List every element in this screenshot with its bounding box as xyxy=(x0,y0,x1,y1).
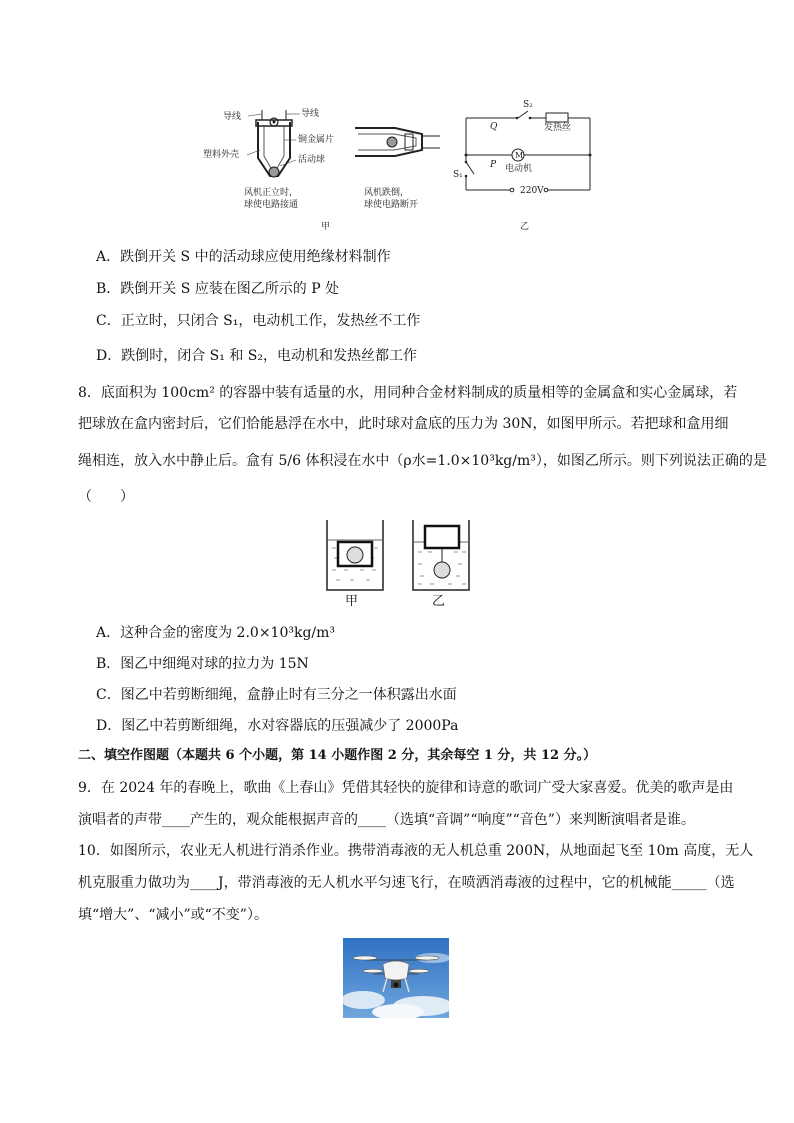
fig8-caption-yi: 乙 xyxy=(432,594,446,609)
label-p: P xyxy=(490,160,497,170)
drone-photo xyxy=(343,938,449,1018)
label-copper-sheet: 铜金属片 xyxy=(298,135,335,145)
q8-option-b: B．图乙中细绳对球的拉力为 15N xyxy=(96,656,309,672)
q8-option-d: D．图乙中若剪断细绳，水对容器底的压强减少了 2000Pa xyxy=(96,718,459,734)
q9-text-line-2: 演唱者的声带____产生的，观众能根据声音的____（选填“音调”“响度”“音色”）来判断演唱者是谁。 xyxy=(78,812,695,828)
q8-option-a: A．这种合金的密度为 2.0×10³kg/m³ xyxy=(96,625,336,641)
q7-option-d: D．跌倒时，闭合 S₁ 和 S₂，电动机和发热丝都工作 xyxy=(96,348,417,364)
caption-upright-1: 风机正立时， xyxy=(244,188,299,198)
label-heater: 发热丝 xyxy=(544,123,572,133)
label-voltage: 220V xyxy=(520,186,544,196)
label-s1: S₁ xyxy=(453,170,463,180)
caption-tilt-1: 风机跌倒， xyxy=(364,188,410,198)
q8-option-c: C．图乙中若剪断细绳，盒静止时有三分之一体积露出水面 xyxy=(96,687,457,703)
label-plastic-shell: 塑料外壳 xyxy=(203,150,240,160)
motor-symbol: M xyxy=(515,151,524,160)
q7-option-a: A．跌倒开关 S 中的活动球应使用绝缘材料制作 xyxy=(96,249,391,265)
q8-text-line-1: 8．底面积为 100cm² 的容器中装有适量的水，用同种合金材料制成的质量相等的金属盒和实心金属球，若 xyxy=(78,385,738,401)
q8-text-line-3: 绳相连，放入水中静止后。盒有 5/6 体积浸在水中（ρ水=1.0×10³kg/m³），如图乙所示。则下列说法正确的是 xyxy=(78,453,767,469)
label-q: Q xyxy=(490,122,498,132)
q8-text-line-2: 把球放在盒内密封后，它们恰能悬浮在水中，此时球对盒底的压力为 30N，如图甲所示。若把球和盒用细 xyxy=(78,416,729,432)
label-movable-ball: 活动球 xyxy=(298,155,326,165)
figure-caption-jia: 甲 xyxy=(321,222,331,232)
label-wire-left: 导线 xyxy=(223,112,242,122)
q8-text-line-4: （ ） xyxy=(78,489,134,505)
caption-tilt-2: 球使电路断开 xyxy=(364,200,419,210)
q10-text-line-2: 机克服重力做功为____J，带消毒液的无人机水平匀速飞行，在喷洒消毒液的过程中，它的机械能_____（选 xyxy=(78,875,735,891)
q7-option-c: C．正立时，只闭合 S₁，电动机工作，发热丝不工作 xyxy=(96,313,421,329)
q10-text-line-1: 10．如图所示，农业无人机进行消杀作业。携带消毒液的无人机总重 200N，从地面起飞至 10m 高度，无人 xyxy=(78,843,754,859)
section-2-heading: 二、填空作图题（本题共 6 个小题，第 14 小题作图 2 分，其余每空 1 分，共 12 分。） xyxy=(78,748,597,763)
label-s2: S₂ xyxy=(523,100,533,110)
q9-text-line-1: 9．在 2024 年的春晚上，歌曲《上春山》凭借其轻快的旋律和诗意的歌词广受大家喜爱。优美的歌声是由 xyxy=(78,780,734,796)
figure-caption-yi: 乙 xyxy=(520,222,530,232)
q7-option-b: B．跌倒开关 S 应装在图乙所示的 P 处 xyxy=(96,281,340,297)
label-wire-right: 导线 xyxy=(301,109,320,119)
box-ball-figure xyxy=(320,518,470,598)
label-motor: 电动机 xyxy=(505,164,533,174)
q10-text-line-3: 填“增大”、“减小”或“不变”）。 xyxy=(78,907,268,923)
caption-upright-2: 球使电路接通 xyxy=(244,200,299,210)
fig8-caption-jia: 甲 xyxy=(345,594,359,609)
